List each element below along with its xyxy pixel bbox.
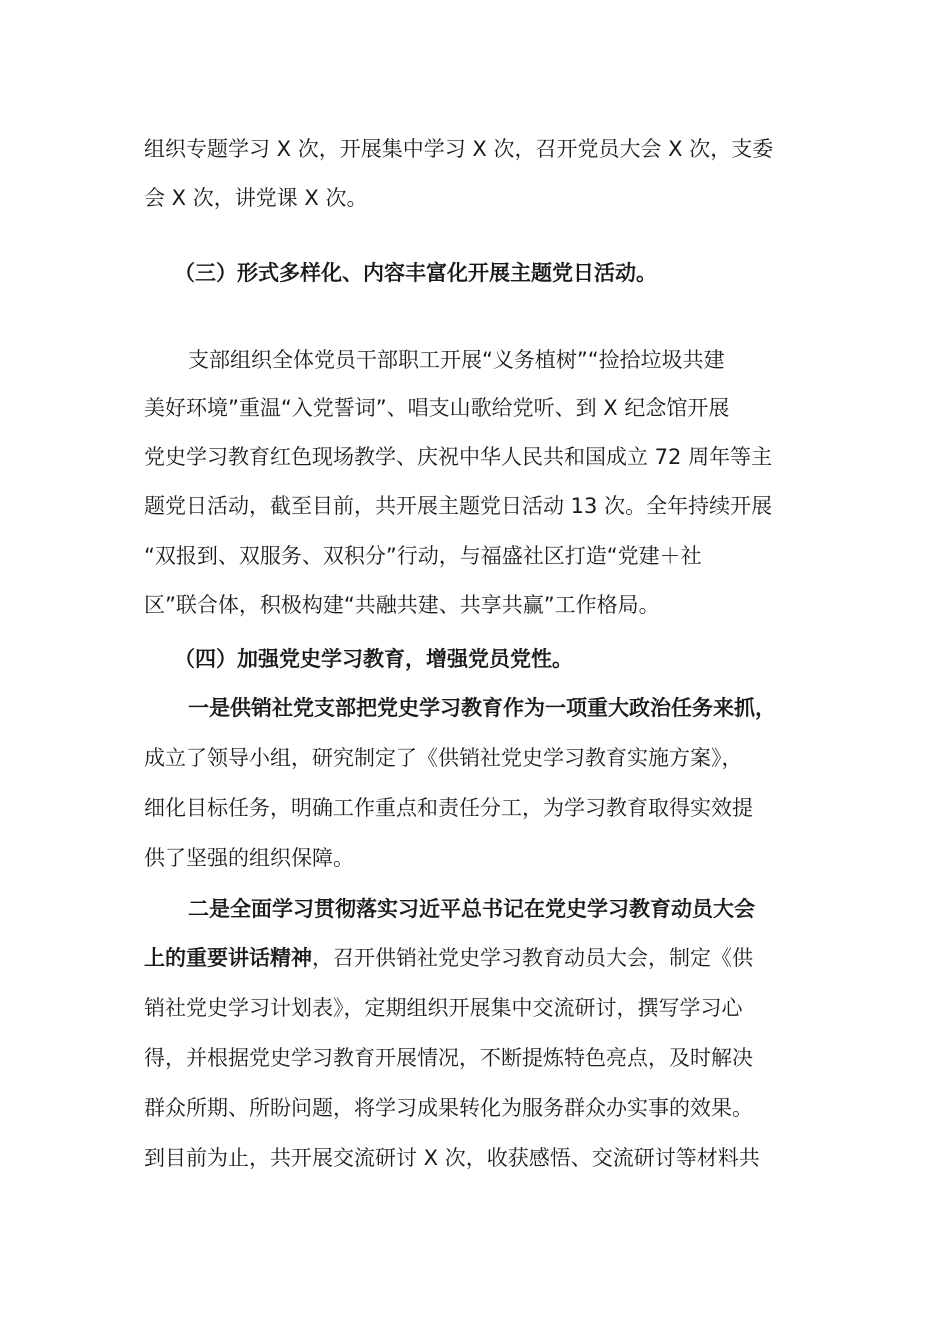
paragraph-line: 题党日活动，截至目前，共开展主题党日活动 13 次。全年持续开展 [144, 494, 773, 518]
paragraph-line: 销社党史学习计划表》，定期组织开展集中交流研讨，撰写学习心 [144, 996, 743, 1020]
lead-phrase: 上的重要讲话精神 [144, 946, 312, 970]
paragraph-line: 细化目标任务，明确工作重点和责任分工，为学习教育取得实效提 [144, 796, 753, 820]
paragraph-line: 供了坚强的组织保障。 [144, 846, 354, 870]
paragraph-line-mixed [144, 948, 753, 969]
paragraph-line: 成立了领导小组，研究制定了《供销社党史学习教育实施方案》， [144, 746, 743, 770]
line-continuation: ，召开供销社党史学习教育动员大会，制定《供 [312, 946, 753, 970]
paragraph-line: 得，并根据党史学习教育开展情况，不断提炼特色亮点，及时解决 [144, 1046, 753, 1070]
paragraph-line: 支部组织全体党员干部职工开展“义务植树”“捡拾垃圾共建 [188, 348, 725, 372]
paragraph-line-lead: 一是供销社党支部把党史学习教育作为一项重大政治任务来抓， [188, 696, 776, 720]
section-heading-3: （三）形式多样化、内容丰富化开展主题党日活动。 [174, 261, 657, 285]
paragraph-line-lead: 二是全面学习贯彻落实习近平总书记在党史学习教育动员大会 [188, 897, 755, 921]
paragraph-line: 党史学习教育红色现场教学、庆祝中华人民共和国成立 72 周年等主 [144, 445, 773, 469]
paragraph-line: “双报到、双服务、双积分”行动，与福盛社区打造“党建＋社 [144, 544, 702, 568]
paragraph-line: 会 X 次，讲党课 X 次。 [144, 186, 368, 210]
paragraph-line: 到目前为止，共开展交流研讨 X 次，收获感悟、交流研讨等材料共 [144, 1146, 760, 1170]
paragraph-line: 群众所期、所盼问题，将学习成果转化为服务群众办实事的效果。 [144, 1096, 753, 1120]
paragraph-line: 组织专题学习 X 次，开展集中学习 X 次，召开党员大会 X 次，支委 [144, 137, 774, 161]
section-heading-4: （四）加强党史学习教育，增强党员党性。 [174, 647, 573, 671]
paragraph-line: 区”联合体，积极构建“共融共建、共享共赢”工作格局。 [144, 593, 660, 617]
paragraph-line: 美好环境”重温“入党誓词”、唱支山歌给党听、到 X 纪念馆开展 [144, 396, 730, 420]
